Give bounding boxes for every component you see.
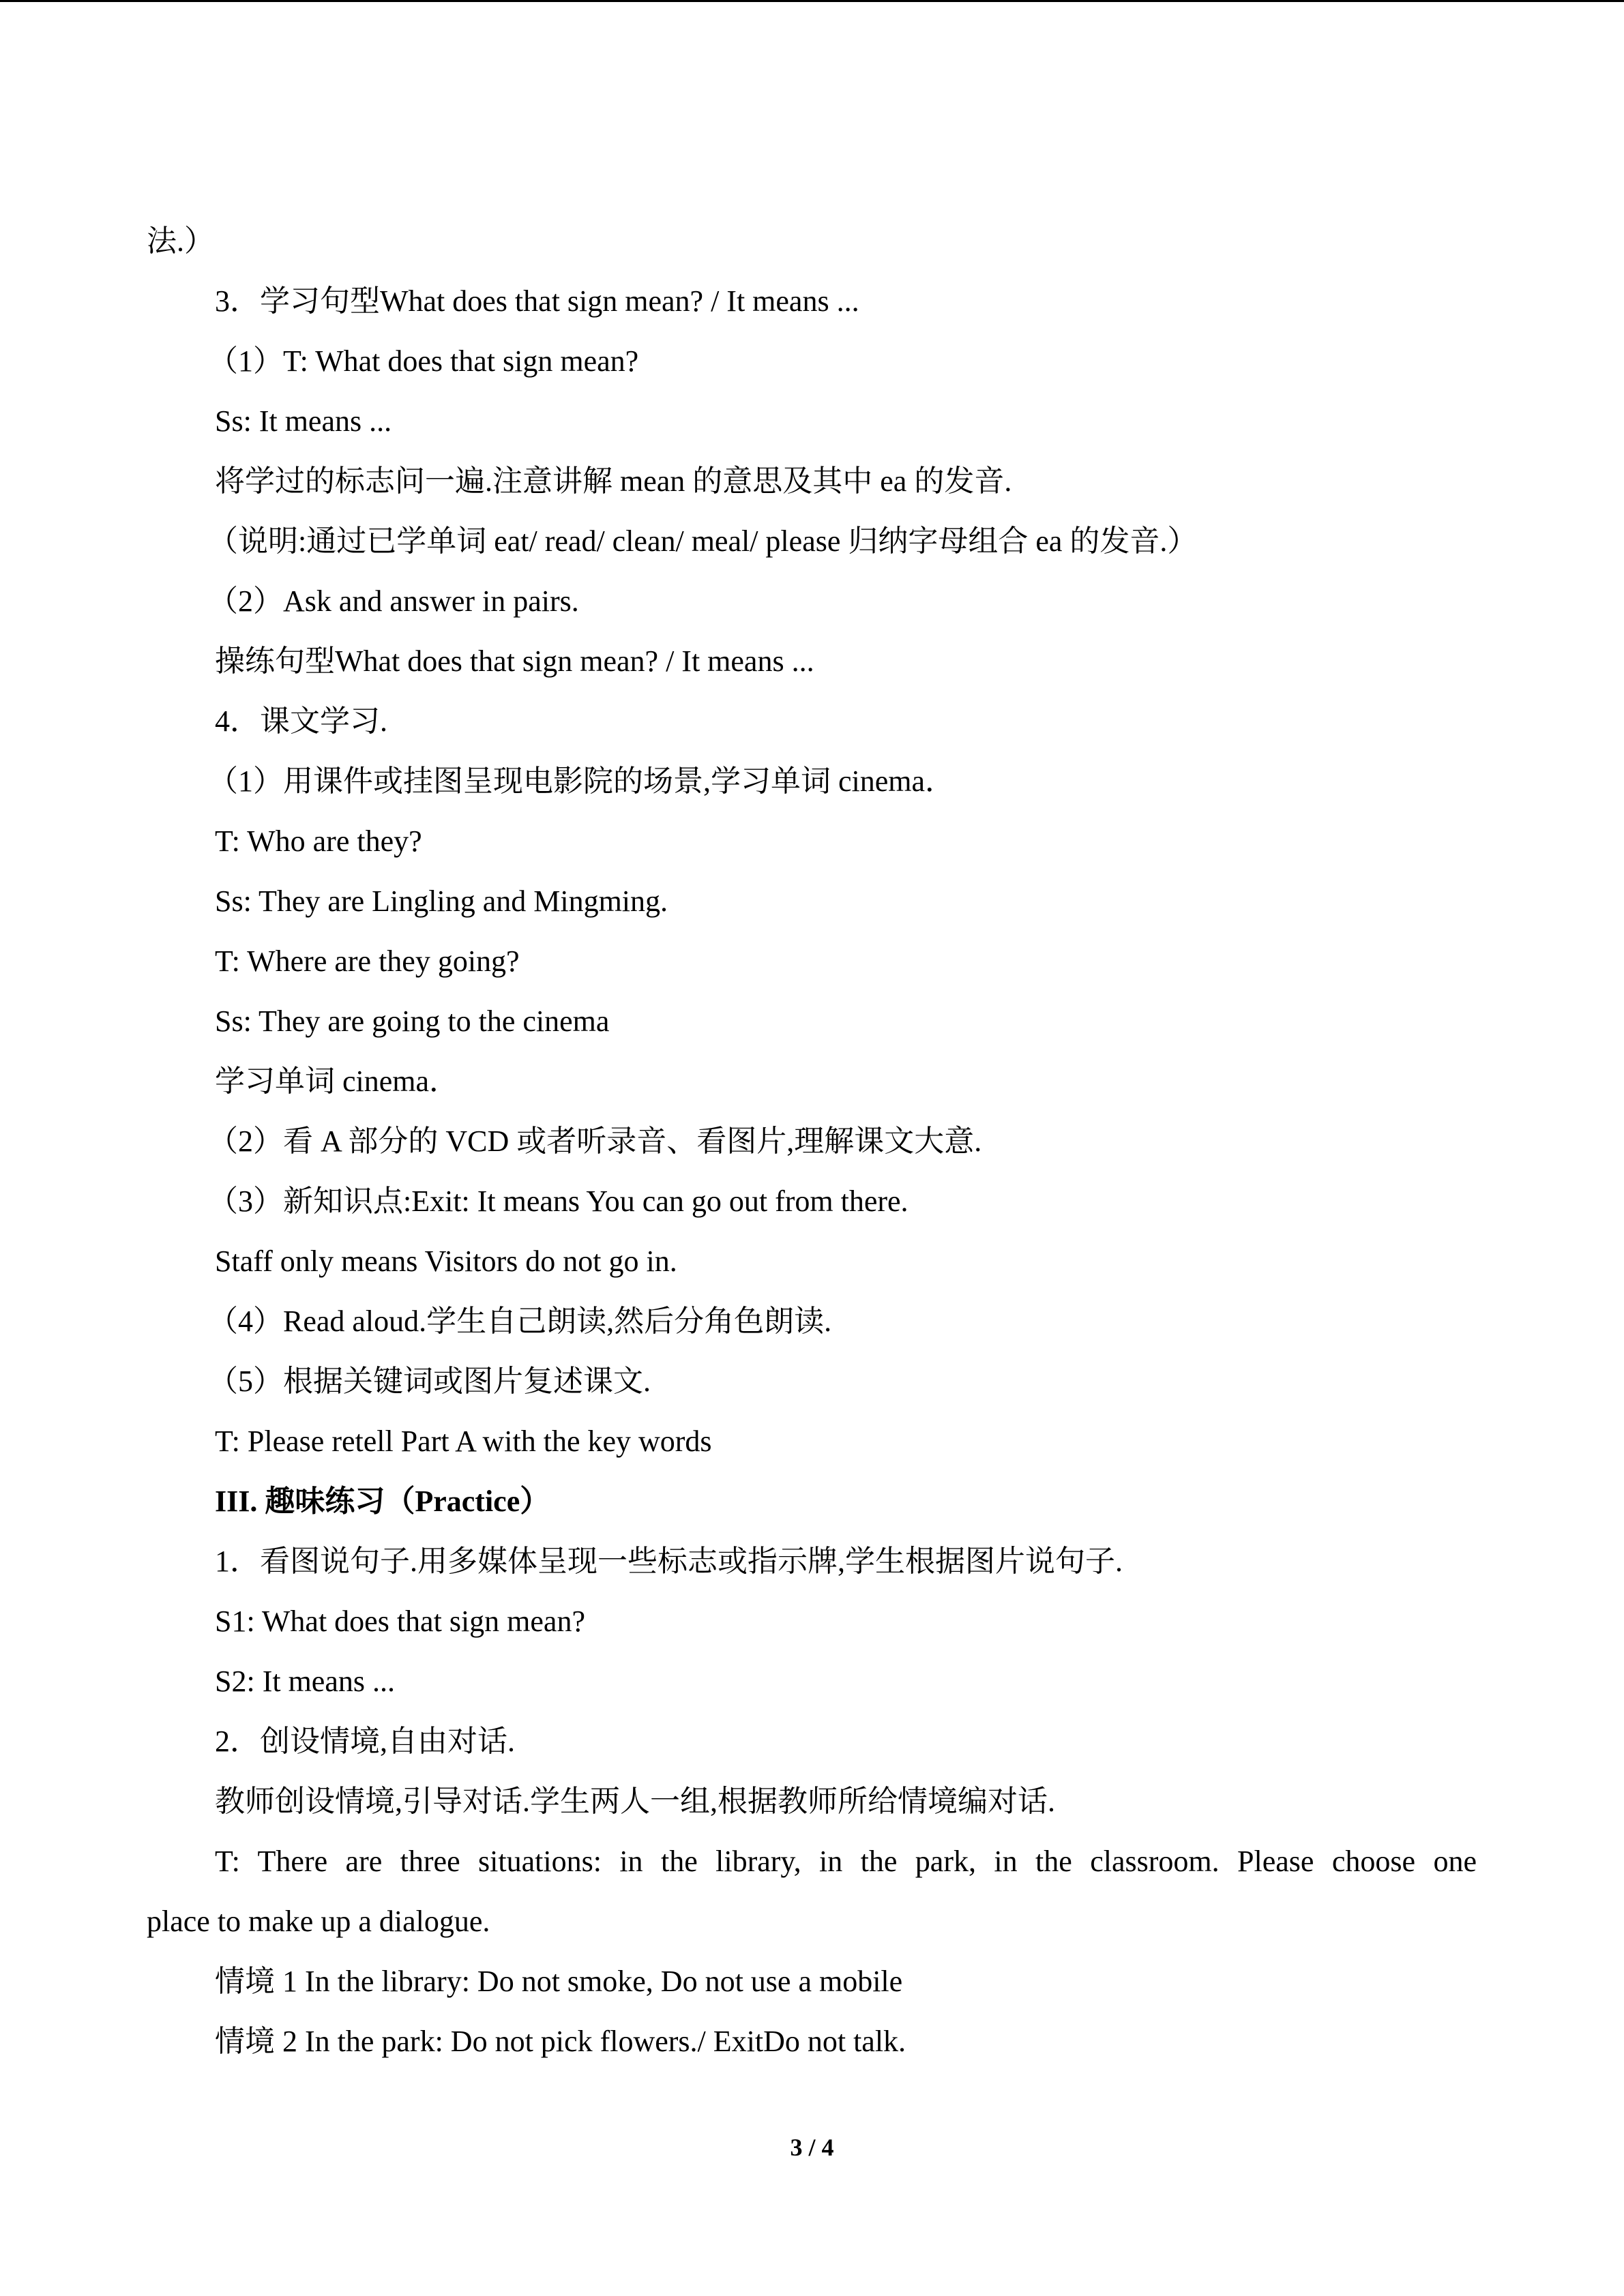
- text-line: （2）看 A 部分的 VCD 或者听录音、看图片,理解课文大意.: [208, 1124, 982, 1158]
- text-line: （2）Ask and answer in pairs.: [208, 584, 579, 618]
- text-line: Ss: It means ...: [215, 404, 392, 438]
- text-line: （说明:通过已学单词 eat/ read/ clean/ meal/ please 归纳字母组合 ea 的发音.）: [208, 524, 1198, 558]
- text-line: 将学过的标志问一遍.注意讲解 mean 的意思及其中 ea 的发音.: [215, 464, 1012, 498]
- text-line: （1）T: What does that sign mean?: [208, 344, 639, 378]
- text-line: 学习单词 cinema．: [215, 1064, 460, 1098]
- text-line: （3）新知识点:Exit: It means You can go out from there.: [208, 1184, 909, 1218]
- text-line: 情境 2 In the park: Do not pick flowers./ ExitDo not talk.: [215, 2025, 906, 2058]
- text-line: T: Where are they going?: [215, 944, 520, 978]
- text-line: （5）根据关键词或图片复述课文.: [208, 1365, 651, 1398]
- text-line: 操练句型What does that sign mean? / It means ...: [215, 644, 814, 678]
- text-line: T: Who are they?: [215, 824, 422, 858]
- text-line: （4）Read aloud.学生自己朗读,然后分角色朗读.: [208, 1304, 832, 1338]
- text-line: 情境 1 In the library: Do not smoke, Do not use a mobile: [215, 1965, 903, 1998]
- text-line: T: Please retell Part A with the key words: [215, 1425, 712, 1458]
- text-line: 教师创设情境,引导对话.学生两人一组,根据教师所给情境编对话.: [215, 1785, 1055, 1818]
- text-line: Ss: They are Lingling and Mingming.: [215, 884, 668, 918]
- text-line: 1．看图说句子.用多媒体呈现一些标志或指示牌,学生根据图片说句子.: [215, 1545, 1123, 1578]
- text-line: 3．学习句型What does that sign mean? / It means ...: [215, 284, 859, 318]
- section-heading: III. 趣味练习（Practice）: [215, 1485, 550, 1518]
- text-line: 2．创设情境,自由对话.: [215, 1725, 515, 1758]
- text-line: 4．课文学习.: [215, 704, 387, 738]
- text-line: 法.）: [147, 224, 214, 258]
- text-line: Staff only means Visitors do not go in.: [215, 1244, 677, 1278]
- text-line: Ss: They are going to the cinema: [215, 1004, 610, 1038]
- text-line: （1）用课件或挂图呈现电影院的场景,学习单词 cinema．: [208, 764, 956, 798]
- text-line: S2: It means ...: [215, 1665, 395, 1698]
- document-body: [147, 211, 1477, 2072]
- text-line: T: There are three situations: in the library, in the park, in the classroom. Please choose one: [215, 1845, 1477, 1878]
- text-line: S1: What does that sign mean?: [215, 1605, 585, 1638]
- page-number: 3 / 4: [790, 2134, 834, 2161]
- page-top-border: [0, 0, 1624, 2]
- text-line: place to make up a dialogue.: [147, 1905, 490, 1938]
